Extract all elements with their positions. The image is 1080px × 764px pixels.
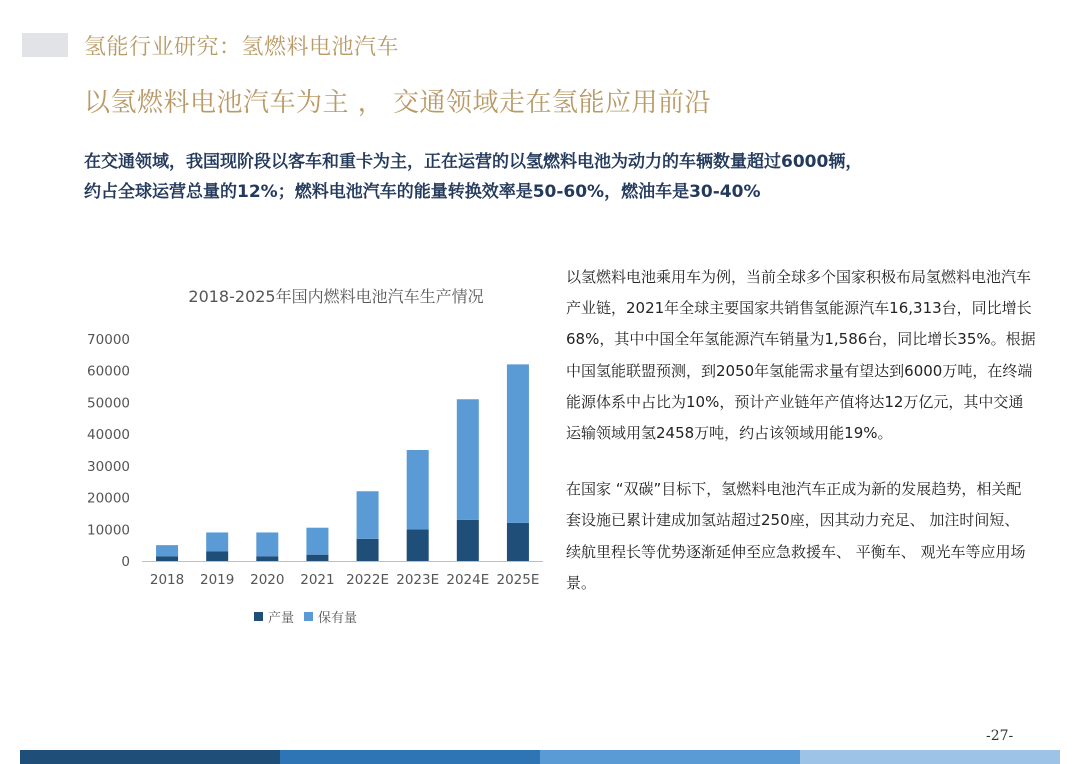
summary-line-2: 约占全球运营总量的12%；燃料电池汽车的能量转换效率是50-60%，燃油车是30-40% — [84, 182, 761, 202]
bar-production-2024E — [457, 520, 479, 561]
bar-stock-2022E — [357, 491, 379, 539]
page-number: -27- — [986, 728, 1014, 744]
y-tick-label: 10000 — [87, 522, 130, 539]
chart-title: 2018-2025年国内燃料电池汽车生产情况 — [188, 287, 484, 306]
body-paragraph-2: 在国家 “双碳”目标下，氢燃料电池汽车正成为新的发展趋势，相关配套设施已累计建成加氢站超过250座，因其动力充足、 加注时间短、 续航里程长等优势逐渐延伸至应急救援车、 平衡车、 观光车等应用场景。 — [566, 480, 1026, 592]
header-accent-block — [22, 33, 68, 57]
y-tick-label: 20000 — [87, 490, 130, 507]
chart-bars — [156, 364, 529, 561]
bar-production-2022E — [357, 539, 379, 561]
bar-stock-2018 — [156, 545, 178, 556]
y-tick-label: 40000 — [87, 427, 130, 444]
bar-production-2019 — [206, 551, 228, 561]
bar-stock-2024E — [457, 399, 479, 520]
footer-color-bar — [20, 750, 1060, 764]
y-tick-label: 50000 — [87, 395, 130, 412]
production-chart — [87, 272, 546, 642]
y-tick-label: 0 — [121, 554, 130, 570]
x-tick-label: 2025E — [496, 572, 540, 588]
footer-segment-2 — [280, 750, 540, 764]
bar-stock-2021 — [306, 528, 328, 555]
body-paragraph-1: 以氢燃料电池乘用车为例，当前全球多个国家积极布局氢燃料电池汽车产业链，2021年全球主要国家共销售氢能源汽车16,313台，同比增长68%，其中中国全年氢能源汽车销量为1,586台，同比增长35%。根据中国氢能联盟预测，到2050年氢能需求量有望达到6000万吨，在终端能源体系中占比为10%，预计产业链年产值将达12万亿元，其中交通运输领域用氢2458万吨，约占该领域用能19%。 — [566, 268, 1036, 443]
bar-stock-2020 — [256, 532, 278, 556]
page-headline: 以氢燃料电池汽车为主 ， 交通领域走在氢能应用前沿 — [84, 88, 712, 118]
footer-segment-3 — [540, 750, 800, 764]
footer-segment-1 — [20, 750, 280, 764]
x-tick-label: 2019 — [200, 572, 235, 588]
body-text — [566, 262, 1036, 599]
x-tick-label: 2023E — [396, 572, 440, 588]
y-tick-label: 60000 — [87, 363, 130, 380]
legend-swatch-production — [254, 612, 263, 621]
section-title: 氢能行业研究：氢燃料电池汽车 — [84, 35, 400, 60]
bar-production-2018 — [156, 556, 178, 561]
x-tick-label: 2021 — [300, 572, 335, 588]
x-tick-label: 2020 — [250, 572, 285, 588]
bar-stock-2019 — [206, 532, 228, 551]
x-tick-label: 2018 — [149, 572, 185, 588]
bar-production-2020 — [256, 556, 278, 561]
bar-stock-2023E — [407, 450, 429, 529]
y-axis — [87, 332, 130, 570]
legend-label-stock: 保有量 — [318, 611, 358, 626]
summary-line-1: 在交通领域，我国现阶段以客车和重卡为主，正在运营的以氢燃料电池为动力的车辆数量超过6000辆， — [84, 152, 863, 172]
y-tick-label: 30000 — [87, 458, 130, 475]
bar-stock-2025E — [507, 364, 529, 523]
x-tick-label: 2022E — [346, 572, 390, 588]
summary-text — [84, 147, 984, 207]
y-tick-label: 70000 — [87, 332, 130, 348]
legend-swatch-stock — [304, 612, 313, 621]
bar-production-2021 — [306, 555, 328, 561]
x-axis — [142, 562, 543, 589]
bar-production-2023E — [407, 529, 429, 561]
footer-segment-4 — [800, 750, 1060, 764]
bar-production-2025E — [507, 523, 529, 561]
chart-legend — [254, 610, 357, 626]
legend-label-production: 产量 — [268, 611, 295, 626]
x-tick-label: 2024E — [446, 572, 490, 588]
